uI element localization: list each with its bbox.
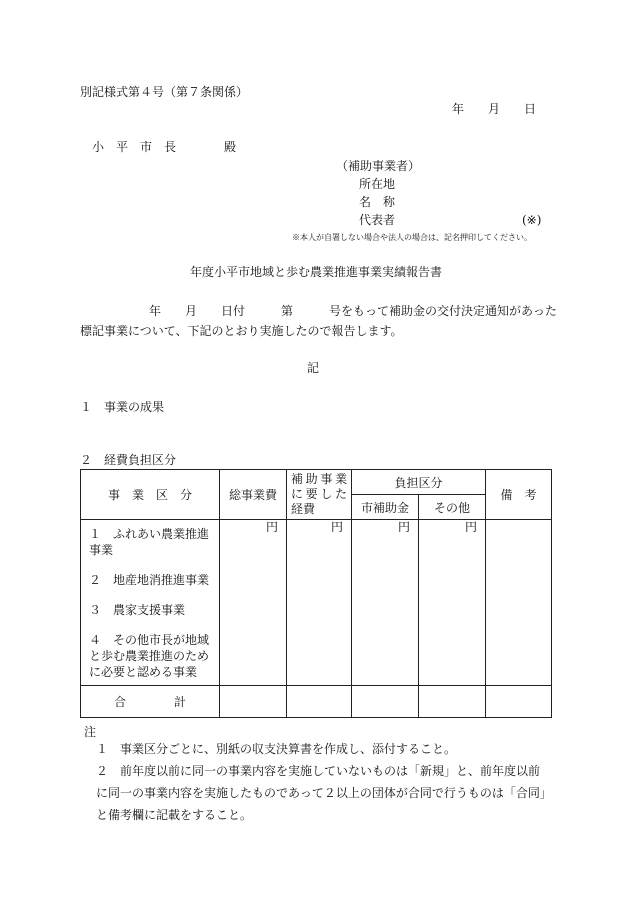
header-city-subsidy: 市補助金 bbox=[352, 495, 419, 520]
other-cost-cell: 円 bbox=[419, 520, 486, 686]
header-other: その他 bbox=[419, 495, 486, 520]
ki-heading: 記 bbox=[307, 361, 320, 375]
required-cost-cell: 円 bbox=[287, 520, 352, 686]
body-line-1: 年 月 日付 第 号をもって補助金の交付決定通知があった bbox=[149, 304, 557, 318]
category-list bbox=[81, 520, 220, 686]
body-line-2: 標記事業について、下記のとおり実施したので報告します。 bbox=[80, 324, 403, 338]
seal-note: ※本人が自署しない場合や法人の場合は、記名押印してください。 bbox=[292, 233, 532, 242]
form-id: 別記様式第４号（第７条関係） bbox=[80, 85, 249, 99]
section-2-heading: ２ 経費負担区分 bbox=[80, 453, 177, 467]
note-item: ２ 前年度以前に同一の事業内容を実施していないものは「新規」と、前年度以前に同一の事業内容を実施したものであって２以上の団体が合同で行うものは「合同」と備考欄に記載をすること。 bbox=[96, 764, 546, 822]
applicant-heading: （補助事業者） bbox=[336, 159, 421, 173]
category-item: ４ その他市長が地域と歩む農業推進のために必要と認める事業 bbox=[89, 633, 210, 679]
representative-label: 代表者 bbox=[359, 213, 396, 227]
remarks-cell bbox=[486, 520, 552, 686]
header-remarks: 備 考 bbox=[486, 470, 552, 520]
addressee: 小 平 市 長 殿 bbox=[92, 140, 237, 154]
total-row-cell bbox=[287, 686, 352, 718]
note-item: １ 事業区分ごとに、別紙の収支決算書を作成し、添付すること。 bbox=[96, 742, 457, 756]
header-category: 事 業 区 分 bbox=[81, 470, 220, 520]
total-row-cell bbox=[486, 686, 552, 718]
name-label: 名 称 bbox=[359, 195, 396, 209]
header-required: 補助事業に要した経費 bbox=[287, 470, 352, 520]
seal-mark: (※) bbox=[522, 213, 542, 227]
category-item: ２ 地産地消推進事業 bbox=[89, 573, 210, 587]
total-row-cell bbox=[419, 686, 486, 718]
total-label: 合 計 bbox=[81, 686, 220, 718]
category-item: １ ふれあい農業推進事業 bbox=[89, 527, 210, 557]
date-line: 年 月 日 bbox=[452, 102, 537, 116]
header-burden: 負担区分 bbox=[352, 470, 486, 495]
total-cost-cell: 円 bbox=[220, 520, 287, 686]
total-row-cell bbox=[220, 686, 287, 718]
expense-table bbox=[80, 469, 552, 718]
header-total: 総事業費 bbox=[220, 470, 287, 520]
total-row-cell bbox=[352, 686, 419, 718]
city-subsidy-cell: 円 bbox=[352, 520, 419, 686]
report-title: 年度小平市地域と歩む農業推進事業実績報告書 bbox=[190, 265, 443, 279]
notes-heading: 注 bbox=[84, 725, 97, 739]
category-item: ３ 農家支援事業 bbox=[89, 603, 186, 617]
section-1-heading: １ 事業の成果 bbox=[80, 400, 165, 414]
address-label: 所在地 bbox=[359, 177, 396, 191]
